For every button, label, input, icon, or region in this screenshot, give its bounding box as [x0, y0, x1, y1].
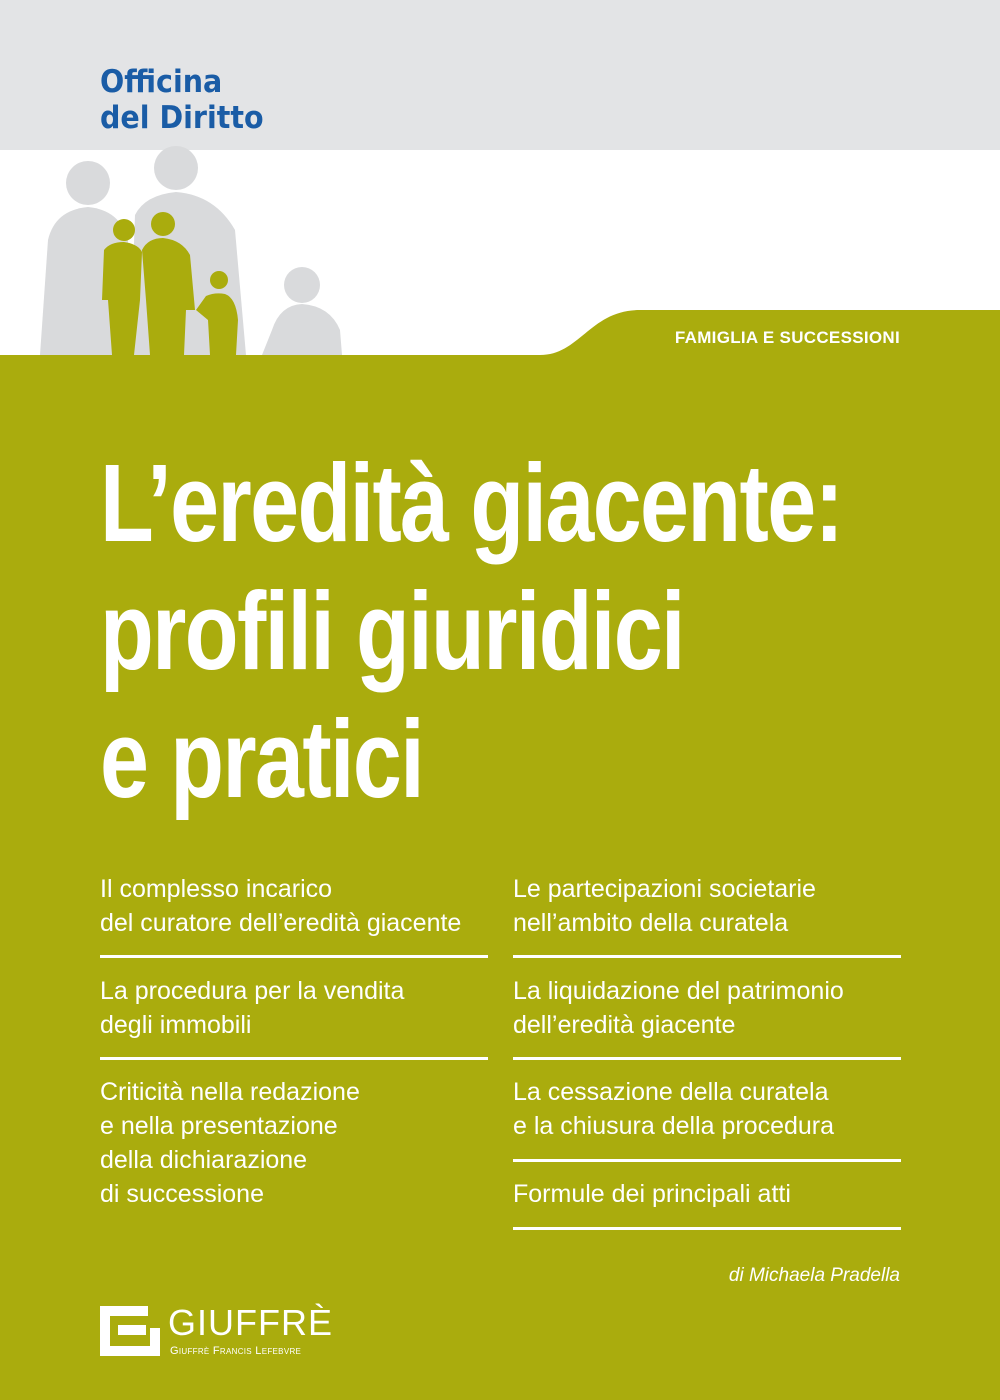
topic-line: Formule dei principali atti — [513, 1180, 791, 1208]
topic-item — [100, 872, 488, 940]
divider — [513, 1227, 901, 1230]
topic-line: del curatore dell’eredità giacente — [100, 909, 462, 937]
publisher-subtitle: Giuffrè Francis Lefebvre — [170, 1345, 302, 1357]
topic-line: La cessazione della curatela — [513, 1078, 829, 1106]
title-line-2: profili giuridici — [100, 570, 684, 693]
topic-line: e la chiusura della procedura — [513, 1112, 835, 1140]
topic-line: di successione — [100, 1180, 264, 1208]
topic-item — [513, 1075, 901, 1143]
topic-line: La liquidazione del patrimonio — [513, 977, 844, 1005]
series-logo — [100, 64, 264, 136]
title-line-1: L’eredità giacente: — [100, 442, 843, 565]
topic-item — [100, 1075, 488, 1211]
divider — [513, 1159, 901, 1162]
divider — [100, 1057, 488, 1060]
topic-item — [513, 1177, 901, 1211]
topic-line: La procedura per la vendita — [100, 977, 405, 1005]
topic-line: Criticità nella redazione — [100, 1078, 360, 1106]
topic-line: degli immobili — [100, 1011, 252, 1039]
series-line-1: Officina — [100, 64, 223, 100]
book-title — [100, 440, 842, 824]
topic-item — [100, 974, 488, 1042]
publisher-name: GIUFFRÈ — [168, 1302, 333, 1343]
divider — [513, 955, 901, 958]
topic-item — [513, 872, 901, 940]
divider — [513, 1057, 901, 1060]
divider — [100, 955, 488, 958]
topic-line: e nella presentazione — [100, 1112, 338, 1140]
giuffre-logo-icon — [100, 1306, 160, 1356]
topic-item — [513, 974, 901, 1042]
topic-line: nell’ambito della curatela — [513, 909, 789, 937]
title-line-3: e pratici — [100, 698, 424, 821]
topic-line: Il complesso incarico — [100, 875, 333, 903]
series-line-2: del Diritto — [100, 100, 264, 136]
topic-line: della dichiarazione — [100, 1146, 308, 1174]
author: di Michaela Pradella — [728, 1265, 900, 1286]
topic-line: dell’eredità giacente — [513, 1011, 736, 1039]
topic-line: Le partecipazioni societarie — [513, 875, 816, 903]
category-label: FAMIGLIA E SUCCESSIONI — [674, 328, 900, 347]
